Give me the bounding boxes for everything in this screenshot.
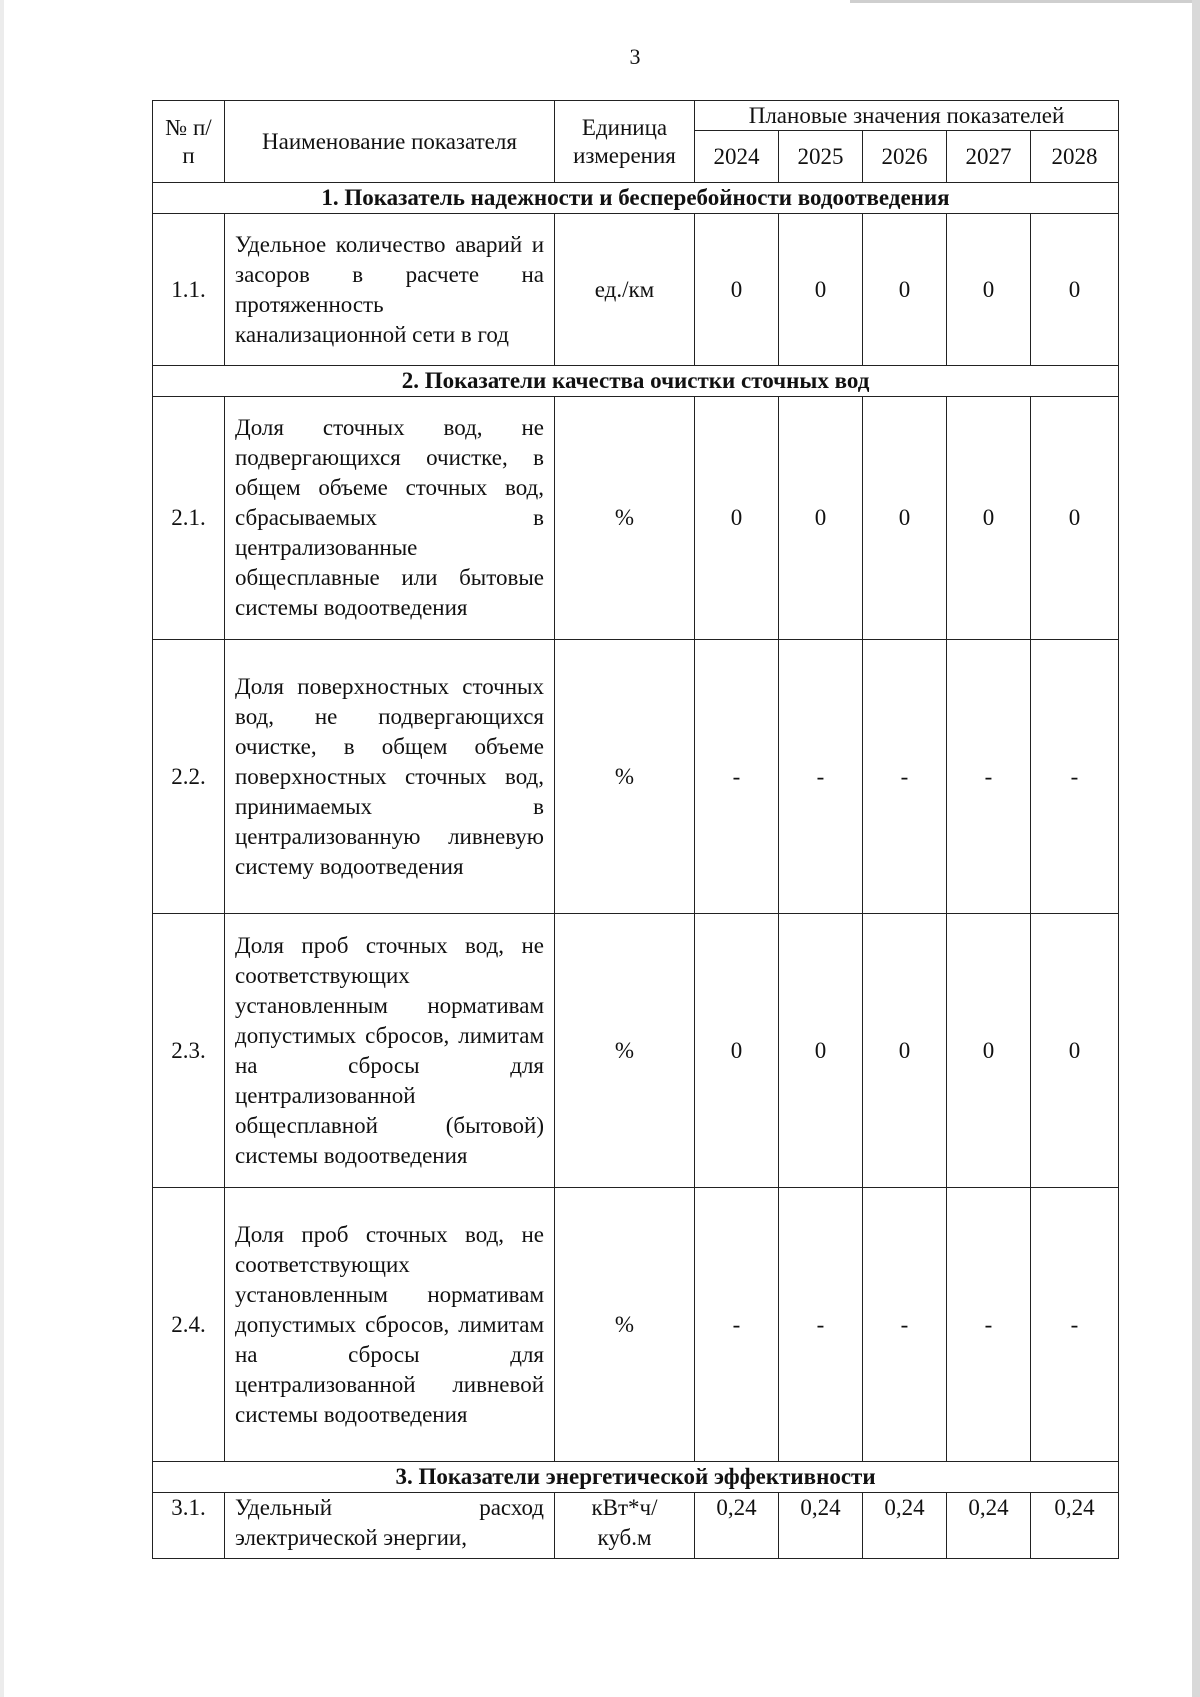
row-name: Удельный расход электрической энергии,: [225, 1493, 555, 1559]
row-num: 2.1.: [153, 397, 225, 640]
section-title-row: [153, 1462, 1119, 1493]
row-value: 0: [863, 214, 947, 366]
section-title: 1. Показатель надежности и бесперебойности водоотведения: [153, 183, 1119, 214]
table-row: [153, 640, 1119, 914]
indicators-table: [152, 100, 1119, 1559]
row-value: -: [947, 640, 1031, 914]
header-year: 2024: [695, 131, 779, 183]
table-row: [153, 397, 1119, 640]
row-unit: %: [555, 640, 695, 914]
row-value: 0: [947, 397, 1031, 640]
header-year: 2027: [947, 131, 1031, 183]
row-name: Доля поверхностных сточных вод, не подвергающихся очистке, в общем объеме поверхностных сточных вод, принимаемых в централизованную ливневую систему водоотведения: [225, 640, 555, 914]
section-title: 2. Показатели качества очистки сточных вод: [153, 366, 1119, 397]
row-value: 0,24: [779, 1493, 863, 1559]
row-value: -: [863, 1188, 947, 1462]
row-value: 0,24: [1031, 1493, 1119, 1559]
table-row: [153, 214, 1119, 366]
row-value: -: [779, 640, 863, 914]
row-value: 0,24: [947, 1493, 1031, 1559]
row-unit: %: [555, 1188, 695, 1462]
header-planned: Плановые значения показателей: [695, 101, 1119, 131]
row-value: 0: [1031, 914, 1119, 1188]
row-name: Удельное количество аварий и засоров в расчете на протяженность канализационной сети в год: [225, 214, 555, 366]
row-name: Доля проб сточных вод, не соответствующих установленным нормативам допустимых сбросов, лимитам на сбросы для централизованной ливневой системы водоотведения: [225, 1188, 555, 1462]
scan-edge-top: [850, 0, 1200, 3]
row-value: 0: [779, 397, 863, 640]
header-year: 2025: [779, 131, 863, 183]
section-title: 3. Показатели энергетической эффективности: [153, 1462, 1119, 1493]
row-value: -: [947, 1188, 1031, 1462]
row-num: 2.3.: [153, 914, 225, 1188]
row-unit: ед./км: [555, 214, 695, 366]
page-number: 3: [629, 44, 641, 69]
row-unit: %: [555, 397, 695, 640]
row-value: 0: [947, 914, 1031, 1188]
header-year: 2026: [863, 131, 947, 183]
table-row: [153, 1493, 1119, 1559]
row-unit: кВт*ч/ куб.м: [555, 1493, 695, 1559]
row-value: -: [779, 1188, 863, 1462]
row-value: 0: [1031, 214, 1119, 366]
header-year: 2028: [1031, 131, 1119, 183]
header-name: Наименование показателя: [225, 101, 555, 183]
row-value: -: [1031, 1188, 1119, 1462]
row-value: 0: [695, 214, 779, 366]
row-value: 0: [779, 214, 863, 366]
row-num: 3.1.: [153, 1493, 225, 1559]
row-name: Доля проб сточных вод, не соответствующих установленным нормативам допустимых сбросов, лимитам на сбросы для централизованной общесплавной (бытовой) системы водоотведения: [225, 914, 555, 1188]
scan-edge-right: [1192, 0, 1200, 1697]
row-value: -: [695, 1188, 779, 1462]
row-unit: %: [555, 914, 695, 1188]
row-num: 2.2.: [153, 640, 225, 914]
row-value: 0: [863, 397, 947, 640]
row-value: 0: [947, 214, 1031, 366]
table-row: [153, 914, 1119, 1188]
row-value: -: [863, 640, 947, 914]
row-value: -: [695, 640, 779, 914]
row-value: 0: [779, 914, 863, 1188]
row-num: 2.4.: [153, 1188, 225, 1462]
row-value: 0: [695, 397, 779, 640]
row-value: 0: [695, 914, 779, 1188]
header-unit: Единица измерения: [555, 101, 695, 183]
header-num: № п/п: [153, 101, 225, 183]
row-value: 0: [863, 914, 947, 1188]
scan-edge-left: [0, 0, 4, 1697]
row-num: 1.1.: [153, 214, 225, 366]
section-title-row: [153, 366, 1119, 397]
table-row: [153, 1188, 1119, 1462]
row-value: 0: [1031, 397, 1119, 640]
row-value: 0,24: [695, 1493, 779, 1559]
row-value: 0,24: [863, 1493, 947, 1559]
section-title-row: [153, 183, 1119, 214]
row-name: Доля сточных вод, не подвергающихся очистке, в общем объеме сточных вод, сбрасываемых в централизованные общесплавные или бытовые системы водоотведения: [225, 397, 555, 640]
row-value: -: [1031, 640, 1119, 914]
